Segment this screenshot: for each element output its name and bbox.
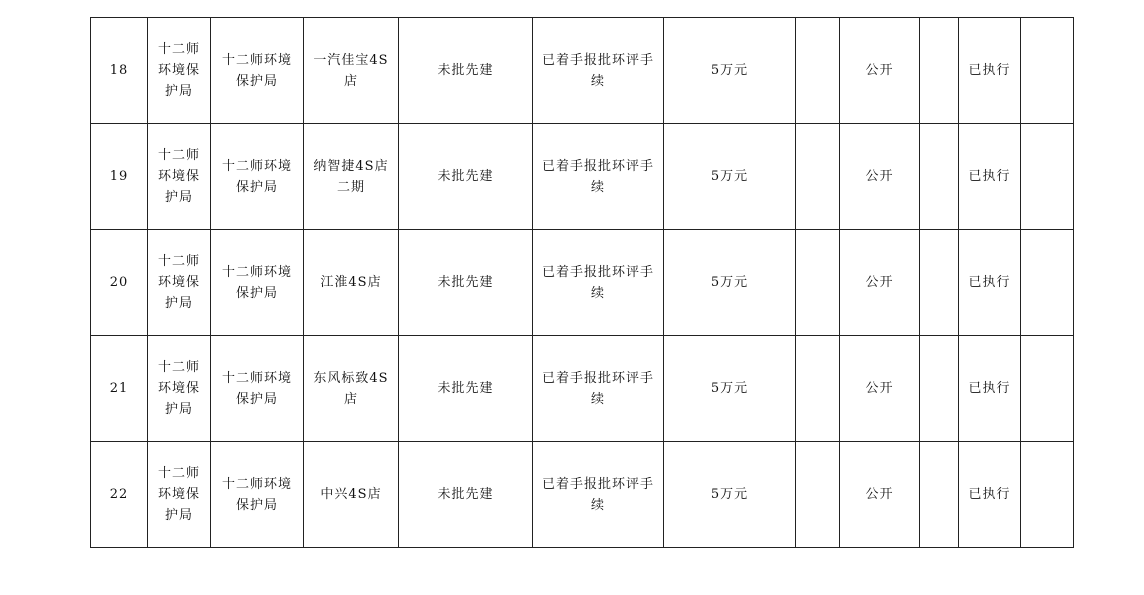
disclosure-cell: 公开 (840, 18, 920, 124)
violation-cell: 未批先建 (399, 442, 533, 548)
penalty-amount-cell: 5万元 (664, 124, 796, 230)
authority-text: 十二师环境保护局 (221, 264, 292, 301)
org-text: 十二师环境保护局 (157, 254, 200, 311)
empty-cell (1021, 230, 1074, 336)
authority-cell (211, 336, 304, 442)
authority-cell (211, 230, 304, 336)
table-row (91, 124, 1074, 230)
correction-text: 已着手报批环评手续 (541, 158, 654, 195)
empty-cell (920, 124, 959, 230)
empty-cell (1021, 18, 1074, 124)
enterprise-name-cell (304, 230, 399, 336)
disclosure-cell: 公开 (840, 336, 920, 442)
empty-cell (1021, 336, 1074, 442)
authority-text: 十二师环境保护局 (221, 158, 292, 195)
enterprise-name-text: 纳智捷4S店二期 (313, 158, 389, 195)
penalty-table (90, 17, 1074, 548)
org-cell (148, 230, 211, 336)
correction-cell (533, 442, 664, 548)
execution-status-cell: 已执行 (959, 18, 1021, 124)
enterprise-name-text: 东风标致4S店 (313, 370, 389, 407)
correction-cell (533, 230, 664, 336)
execution-status-cell: 已执行 (959, 230, 1021, 336)
penalty-amount-cell: 5万元 (664, 18, 796, 124)
violation-cell: 未批先建 (399, 230, 533, 336)
authority-cell (211, 442, 304, 548)
empty-cell (1021, 124, 1074, 230)
row-number-cell: 21 (91, 336, 148, 442)
disclosure-cell: 公开 (840, 442, 920, 548)
org-cell (148, 18, 211, 124)
enterprise-name-text: 一汽佳宝4S店 (313, 52, 389, 89)
empty-cell (1021, 442, 1074, 548)
empty-cell (920, 18, 959, 124)
authority-cell (211, 124, 304, 230)
correction-text: 已着手报批环评手续 (541, 370, 654, 407)
row-number-cell: 22 (91, 442, 148, 548)
org-cell (148, 336, 211, 442)
violation-cell: 未批先建 (399, 124, 533, 230)
table-row (91, 18, 1074, 124)
row-number-cell: 18 (91, 18, 148, 124)
table-row (91, 230, 1074, 336)
enterprise-name-text: 中兴4S店 (320, 487, 382, 502)
empty-cell (920, 230, 959, 336)
row-number-cell: 19 (91, 124, 148, 230)
enterprise-name-cell (304, 336, 399, 442)
penalty-amount-cell: 5万元 (664, 336, 796, 442)
org-text: 十二师环境保护局 (157, 42, 200, 99)
violation-cell: 未批先建 (399, 336, 533, 442)
penalty-amount-cell: 5万元 (664, 442, 796, 548)
empty-cell (796, 18, 840, 124)
execution-status-cell: 已执行 (959, 442, 1021, 548)
org-cell (148, 442, 211, 548)
table-row (91, 336, 1074, 442)
authority-text: 十二师环境保护局 (221, 370, 292, 407)
row-number-cell: 20 (91, 230, 148, 336)
empty-cell (796, 442, 840, 548)
table-row (91, 442, 1074, 548)
correction-text: 已着手报批环评手续 (541, 264, 654, 301)
correction-text: 已着手报批环评手续 (541, 52, 654, 89)
execution-status-cell: 已执行 (959, 336, 1021, 442)
empty-cell (796, 230, 840, 336)
empty-cell (796, 124, 840, 230)
org-text: 十二师环境保护局 (157, 360, 200, 417)
org-text: 十二师环境保护局 (157, 466, 200, 523)
enterprise-name-cell (304, 18, 399, 124)
org-text: 十二师环境保护局 (157, 148, 200, 205)
correction-cell (533, 18, 664, 124)
correction-cell (533, 336, 664, 442)
disclosure-cell: 公开 (840, 230, 920, 336)
authority-text: 十二师环境保护局 (221, 476, 292, 513)
correction-cell (533, 124, 664, 230)
empty-cell (920, 442, 959, 548)
empty-cell (796, 336, 840, 442)
org-cell (148, 124, 211, 230)
authority-text: 十二师环境保护局 (221, 52, 292, 89)
empty-cell (920, 336, 959, 442)
disclosure-cell: 公开 (840, 124, 920, 230)
violation-cell: 未批先建 (399, 18, 533, 124)
enterprise-name-cell (304, 124, 399, 230)
correction-text: 已着手报批环评手续 (541, 476, 654, 513)
enterprise-name-text: 江淮4S店 (320, 275, 382, 290)
execution-status-cell: 已执行 (959, 124, 1021, 230)
authority-cell (211, 18, 304, 124)
enterprise-name-cell (304, 442, 399, 548)
penalty-amount-cell: 5万元 (664, 230, 796, 336)
